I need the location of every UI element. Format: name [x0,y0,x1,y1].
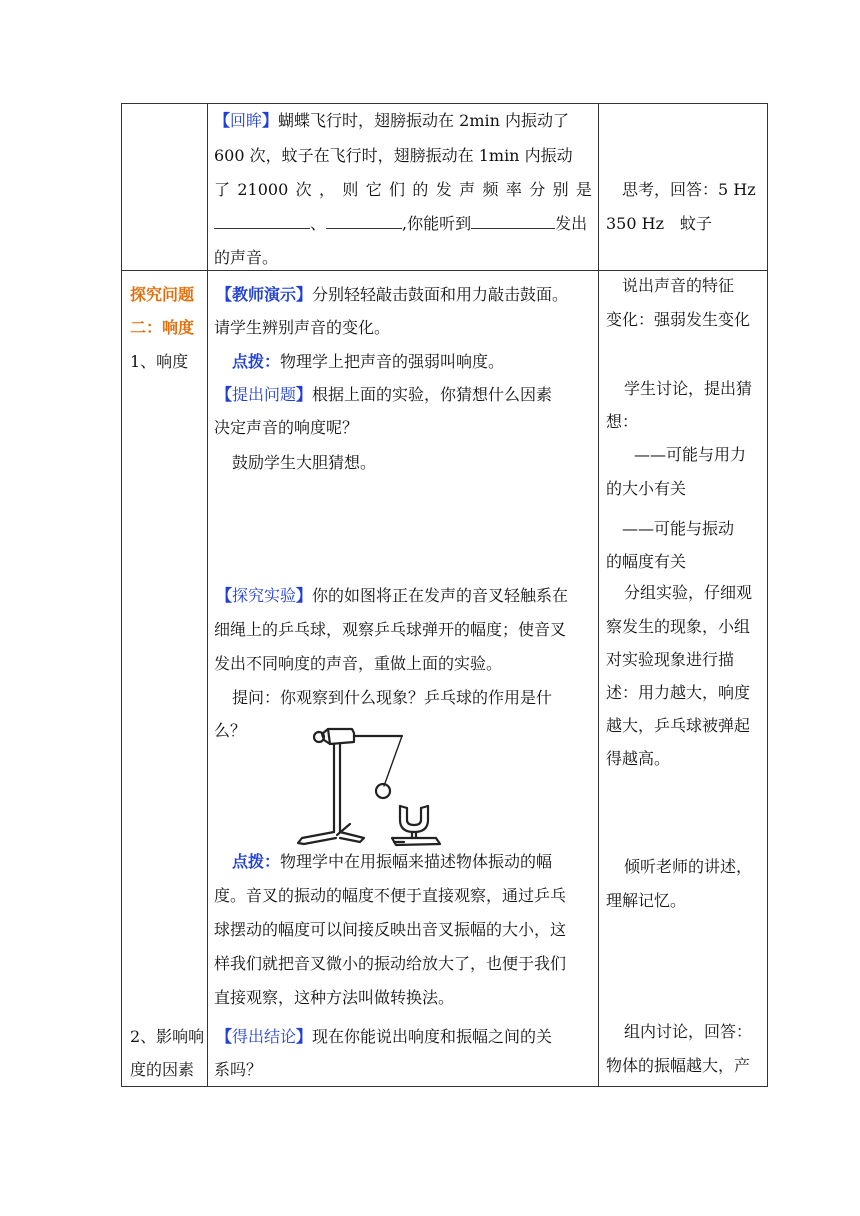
separator: 、 [310,214,327,233]
table-divider-2 [598,103,599,1087]
student-note-7: ——可能与振动 [622,519,735,538]
experiment-bracket-close: 】 [296,586,313,605]
student-note-3: 学生讨论，提出猜 [624,379,753,398]
student-note-10: 察发生的现象，小组 [606,617,751,636]
review-line-2: 600 次，蚊子在飞行时，翅膀振动在 1min 内振动 [214,146,573,165]
hint-text-2: 物理学中在用振幅来描述物体振动的幅 [280,852,553,871]
question-bracket-open: 【 [216,385,233,404]
student-note-2: 变化：强弱发生变化 [606,310,751,329]
conclusion-line-1 [216,1020,552,1054]
encourage-line: 鼓励学生大胆猜想。 [232,453,377,472]
experiment-line-1 [216,579,568,613]
student-note-16: 理解记忆。 [606,891,687,910]
experiment-line-3: 发出不同响度的声音，重做上面的实验。 [214,654,503,673]
student-note-1: 说出声音的特征 [622,276,735,295]
student-answer-2: 物体的振幅越大，产 [606,1056,751,1075]
question-line-1 [216,378,552,412]
review-answer-2: 350 Hz 蚊子 [606,214,713,233]
table-border-right [767,103,768,1087]
demo-line-1 [216,278,568,312]
hint-line-2 [232,845,552,879]
hint-line-1 [232,345,504,379]
student-note-14: 得越高。 [606,749,671,768]
review-line-3: 了 21000 次 ， 则 它 们 的 发 声 频 率 分 别 是 [214,180,592,199]
question-line-2: 决定声音的响度呢？ [214,418,359,437]
review-tag: 回眸 [230,111,263,130]
demo-bracket-open: 【 [216,285,233,304]
ask-line-1: 提问：你观察到什么现象？乒乓球的作用是什 [232,688,553,707]
question-tag: 提出问题 [232,385,297,404]
student-note-13: 越大，乒乓球被弹起 [606,716,751,735]
question-bracket-close: 】 [296,385,313,404]
conclusion-bracket-close: 】 [296,1027,313,1046]
topic-factors-1: 2、影响响 [130,1027,205,1046]
review-tag-bracket-close: 】 [262,111,279,130]
student-note-5: ——可能与用力 [634,445,747,464]
student-note-8: 的幅度有关 [606,552,687,571]
table-border-left [121,103,122,1087]
review-tag-bracket-open: 【 [214,111,231,130]
student-note-11: 对实验现象进行描 [606,650,735,669]
topic-title-1: 探究问题 [130,285,195,304]
review-text-1: 蝴蝶飞行时，翅膀振动在 2min 内振动了 [278,111,569,130]
experiment-bracket-open: 【 [216,586,233,605]
ask-line-2: 么？ [214,721,247,740]
experiment-text-1: 你的如图将正在发声的音叉轻触系在 [312,586,569,605]
student-note-6: 的大小有关 [606,479,687,498]
demo-text-1: 分别轻轻敲击鼓面和用力敲击鼓面。 [312,285,569,304]
topic-title-2: 二：响度 [130,318,195,337]
experiment-tag: 探究实验 [232,586,297,605]
hint-line-5: 样我们就把音叉微小的振动给放大了，也便于我们 [214,954,567,973]
topic-subtitle-loudness: 1、响度 [130,352,189,371]
student-note-9: 分组实验，仔细观 [624,583,753,602]
table-divider-1 [207,103,208,1087]
student-note-12: 述：用力越大，响度 [606,683,751,702]
experiment-line-2: 细绳上的乒乓球，观察乒乓球弹开的幅度；使音叉 [214,620,567,639]
blank-mosquito-frequency[interactable] [326,210,402,229]
conclusion-tag: 得出结论 [232,1027,297,1046]
demo-bracket-close: 】 [296,285,313,304]
student-note-15: 倾听老师的讲述， [624,857,753,876]
hint-tag-1: 点拨： [232,352,281,371]
review-text-4b: ,你能听到 [402,214,472,233]
student-answer-1: 组内讨论，回答： [624,1022,753,1041]
review-line-5: 的声音。 [214,248,279,267]
hint-text-1: 物理学上把声音的强弱叫响度。 [280,352,505,371]
hint-line-6: 直接观察，这种方法叫做转换法。 [214,988,455,1007]
demo-line-2: 请学生辨别声音的变化。 [214,318,391,337]
review-answer-1: 思考，回答：5 Hz [622,180,756,199]
hint-line-4: 球摆动的幅度可以间接反映出音叉振幅的大小，这 [214,920,567,939]
conclusion-text-1: 现在你能说出响度和振幅之间的关 [312,1027,553,1046]
question-text-1: 根据上面的实验，你猜想什么因素 [312,385,553,404]
topic-factors-2: 度的因素 [130,1060,195,1079]
blank-butterfly-frequency[interactable] [214,210,310,229]
conclusion-bracket-open: 【 [216,1027,233,1046]
conclusion-line-2: 系吗？ [214,1060,263,1079]
student-note-4: 想： [606,412,639,431]
blank-audible-insect[interactable] [471,210,555,229]
review-line-4 [214,207,587,241]
demo-tag: 教师演示 [232,285,297,304]
hint-line-3: 度。音叉的振动的幅度不便于直接观察，通过乒乓 [214,886,567,905]
review-line-1 [214,104,569,138]
hint-tag-2: 点拨： [232,852,281,871]
review-text-4c: 发出 [555,214,588,233]
tuning-fork-ping-pong-figure [294,724,464,848]
